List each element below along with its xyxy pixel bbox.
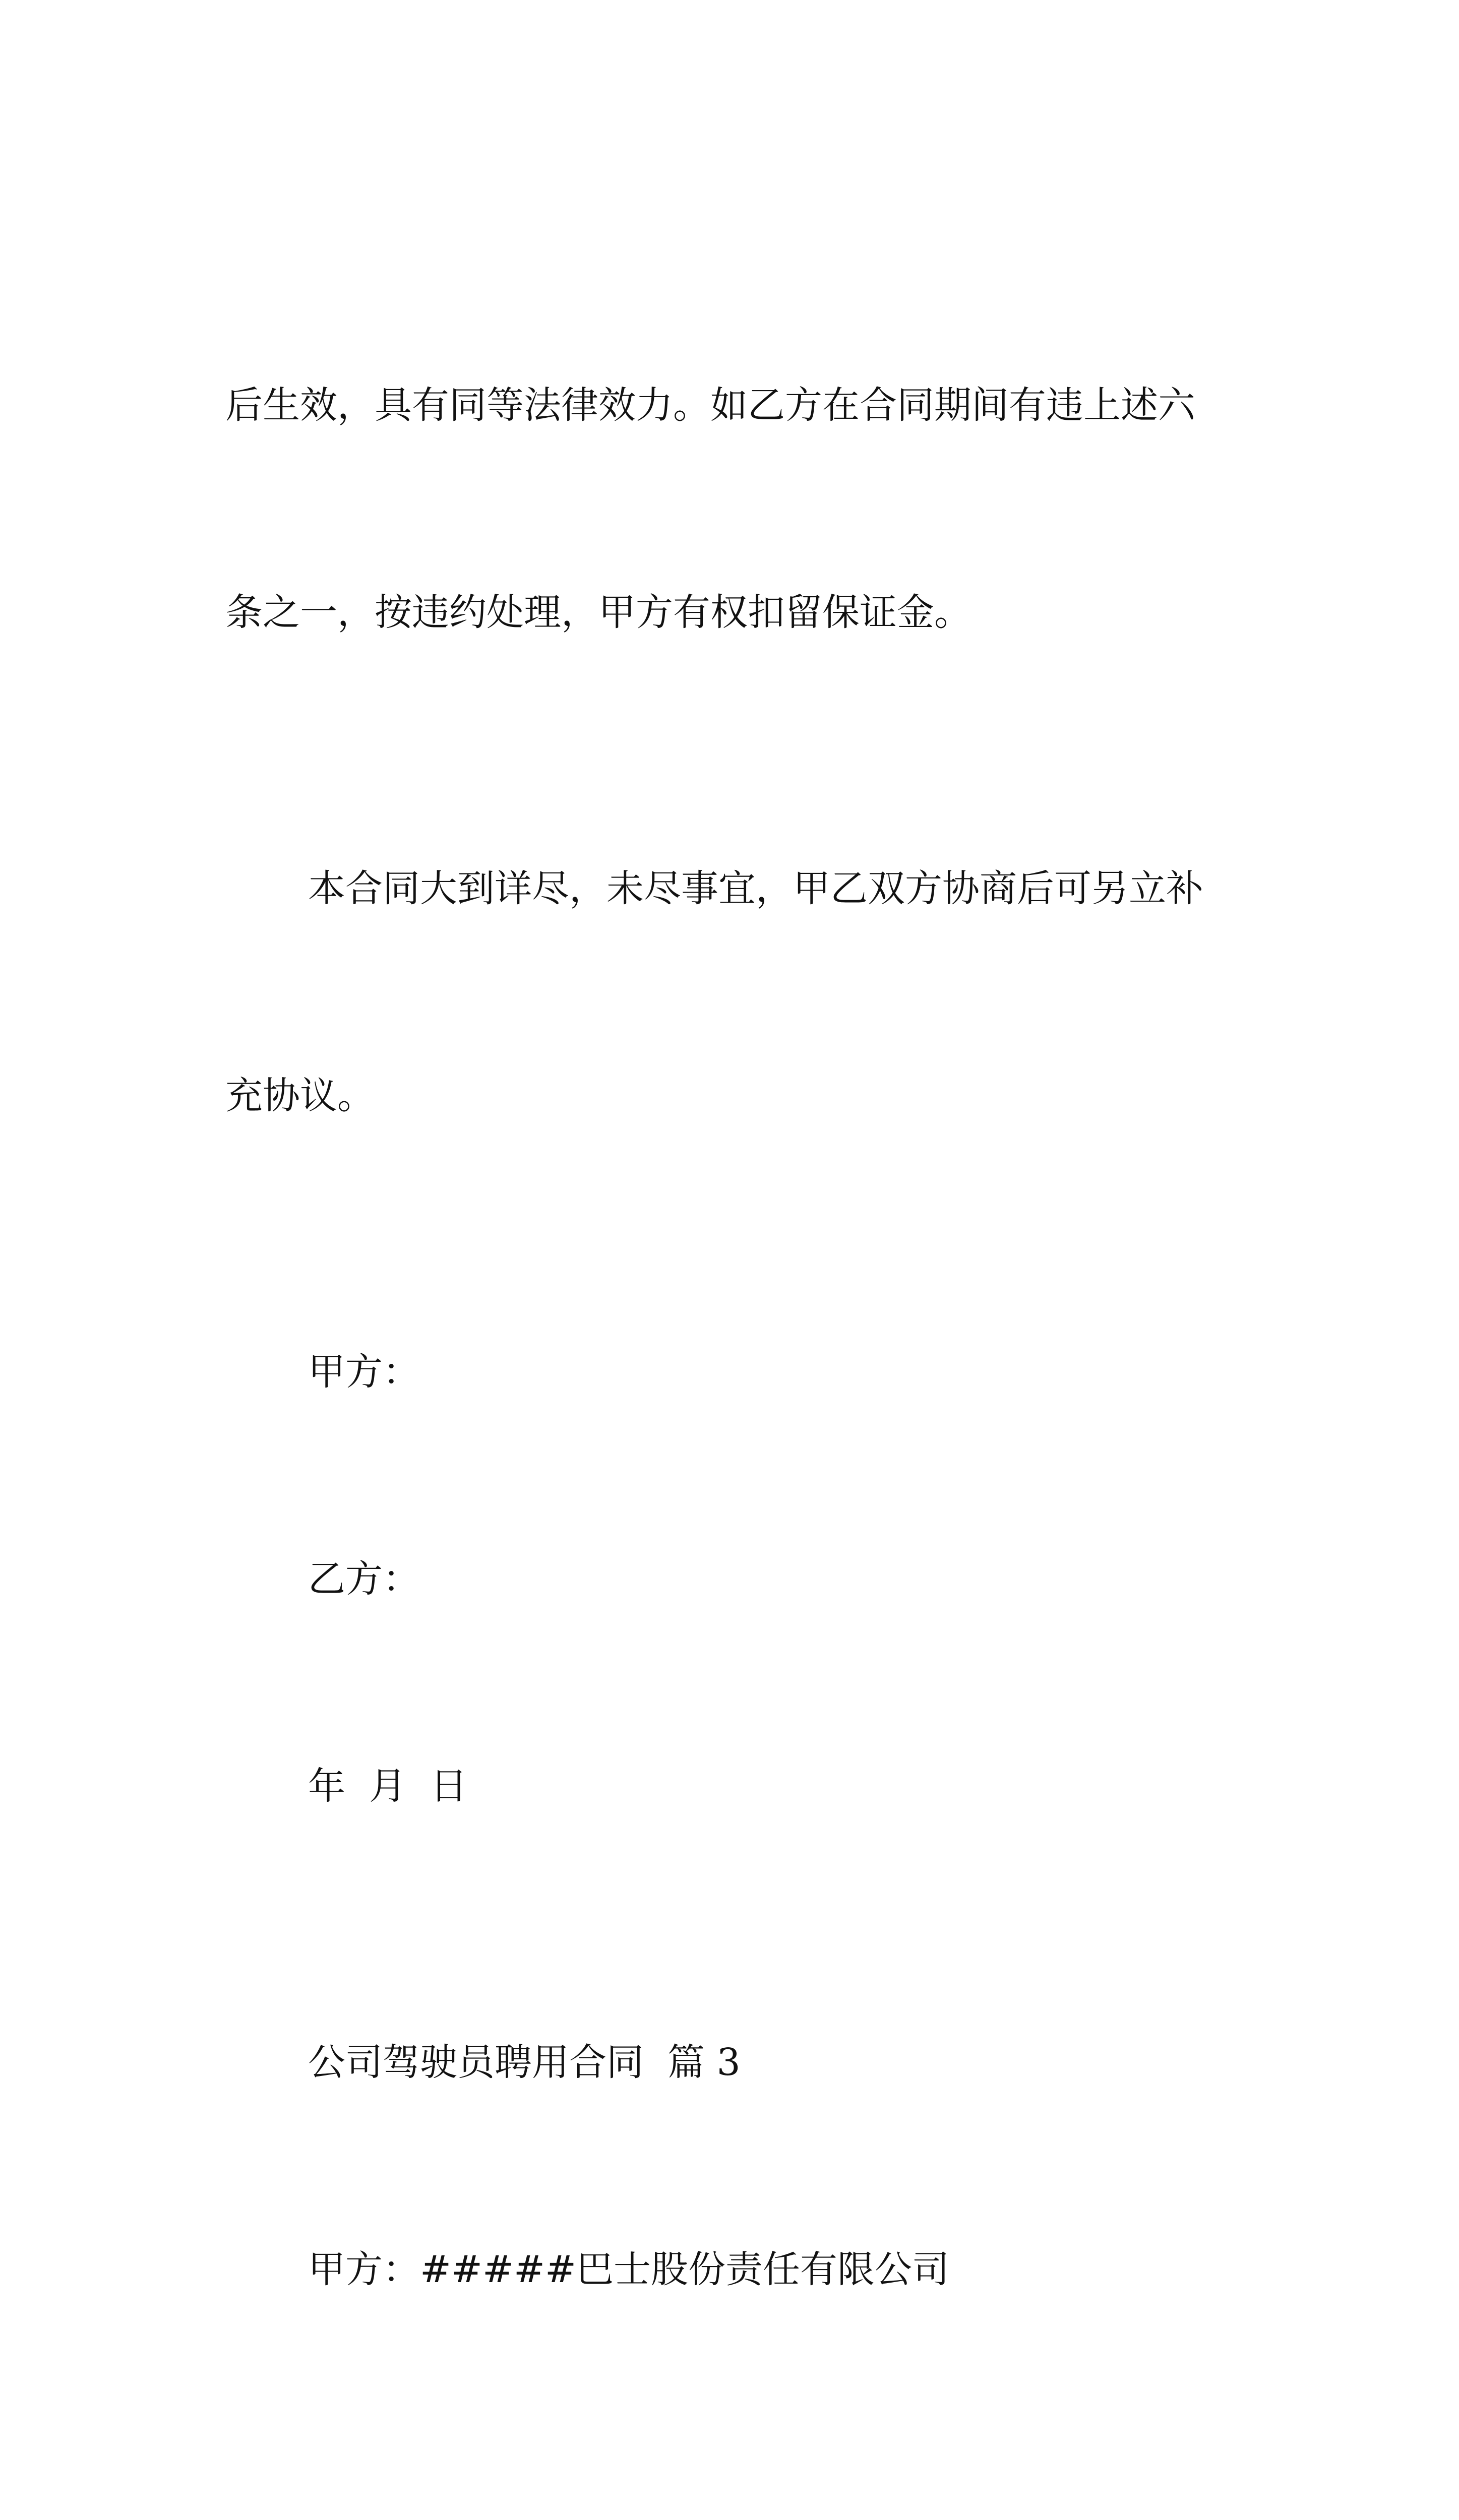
party-a-company: 甲方：#####巴士股份责任有限公司 <box>308 2248 950 2291</box>
party-b-line <box>225 1545 1244 1614</box>
document-body <box>225 164 1244 2520</box>
paragraph-line <box>225 1061 1244 1130</box>
blank-party-b <box>420 2518 695 2520</box>
text-line: 后生效，具有同等法律效力。如乙方在合同期间有违上述六 <box>225 384 1195 427</box>
paragraph-line <box>225 578 1244 647</box>
text-line: 条之一，按违约处理，甲方有权扣留保证金。 <box>225 591 971 634</box>
party-b-label: 乙方： <box>308 1557 420 1601</box>
section-title-text: 公司驾驶员聘用合同 篇 3 <box>308 2041 741 2084</box>
party-b-fill-line <box>225 2511 1244 2520</box>
paragraph-line <box>225 371 1244 440</box>
text-line: 充协议。 <box>225 1074 375 1117</box>
date-label: 年 月 日 <box>308 1765 468 1808</box>
party-a-line <box>225 1338 1244 1407</box>
party-a-label: 甲方： <box>308 1350 420 1394</box>
paragraph-line <box>225 854 1244 923</box>
party-a-company-line <box>225 2235 1244 2304</box>
date-line <box>225 1752 1244 1821</box>
text-line: 本合同大到详尽，未尽事宜，甲乙双方协商后可另立补 <box>308 867 1203 910</box>
